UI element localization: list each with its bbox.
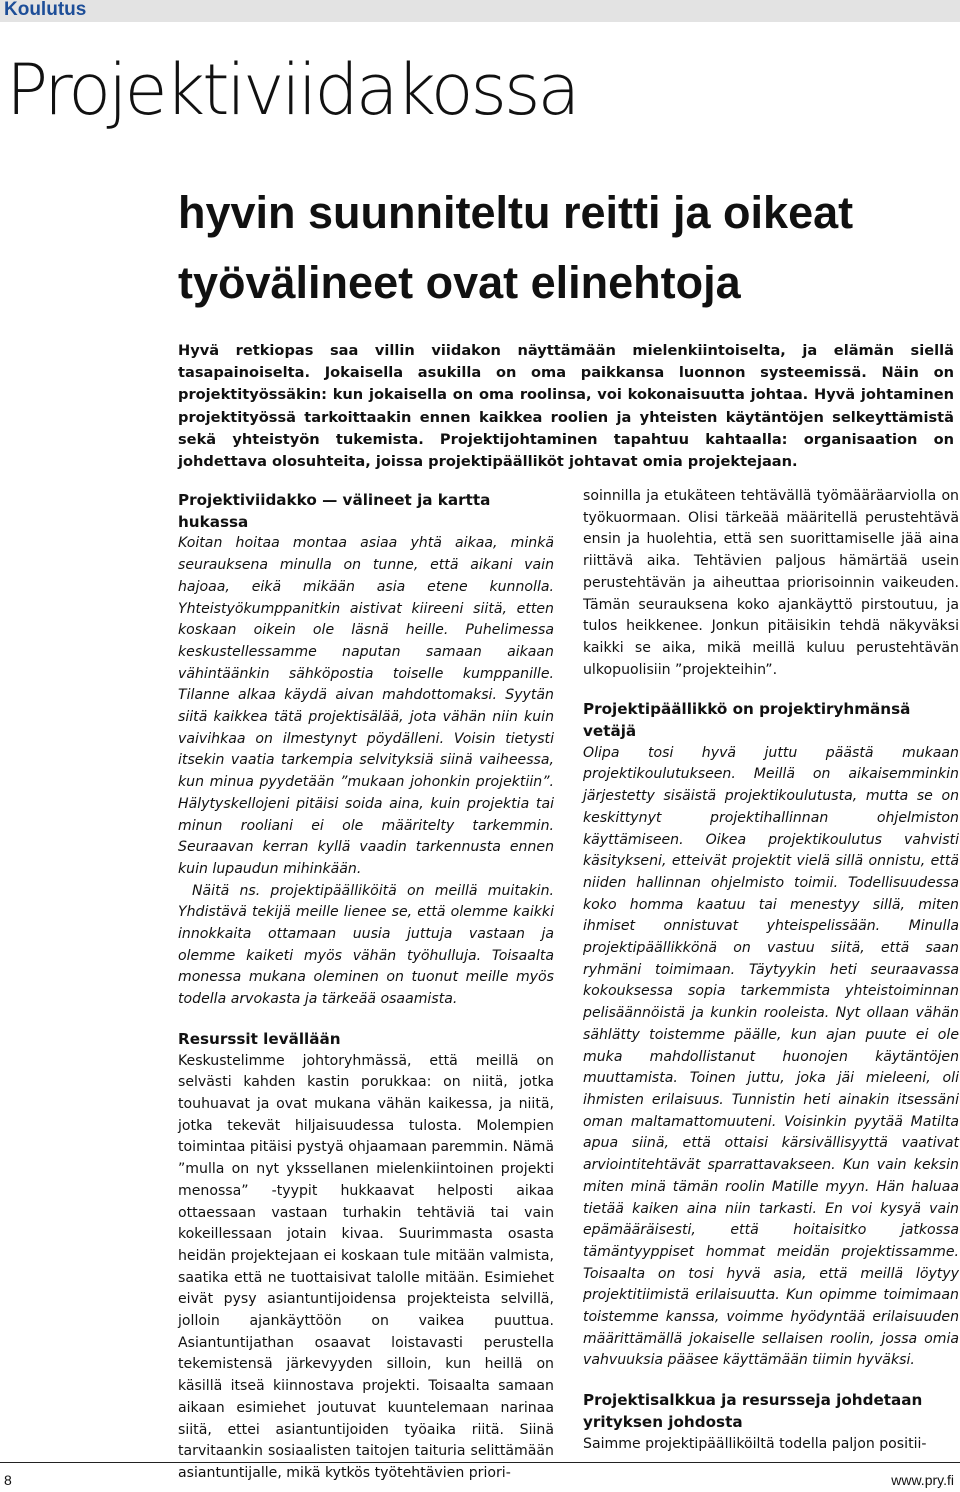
right-column bbox=[583, 486, 959, 1455]
left-paragraph-3: Keskustelimme johtoryhmässä, että meillä on selvästi kahden kastin porukkaa: on niitä, jotka touhuavat ja ovat mukana vähän kaikessa, ja niitä, jotka tekevät hiljaisuudessa tulosta. Molempien toimintaa pitäisi pystyä ohjaamaan paremmin. Nämä ”mulla on nyt ykssellanen mielenkiintoinen projekti menossa” -tyypit hukkaavat helposti aikaa ottaessaan vastaan turhakin tehtäviä tai vain kokeillessaan jotain kivaa. Suurimmasta osasta heidän projektejaan ei koskaan tule mitään valmista, saatika että ne tuottaisivat talolle mitään. Esimiehet eivät pysy asiantuntijoidensa projekteista selvillä, jolloin ajankäyttöön on vaikea puuttua. Asiantuntijathan osaavat loistavasti perustella tekemistensä järkevyyden silloin, kun heillä on käsillä itseä kiinnostava projekti. Toisaalta samaan aikaan esimiehet joutuvat kuuntelemaan narinaa siitä, ettei asiantuntijoiden työaika riitä. Siinä tarvitaankin sosiaalisten taitojen taituria selittämään asiantuntijalle, mikä kytkös työtehtävien priori- bbox=[178, 1052, 554, 1481]
footer-rule bbox=[0, 1462, 960, 1463]
section-label: Koulutus bbox=[4, 0, 87, 20]
left-paragraph-1: Koitan hoitaa montaa asiaa yhtä aikaa, minkä seurauksena minulla on tunne, että aikani vain hajoaa, eikä mikään asia etene kunnolla. Yhteistyökumppanitkin aistivat kiireeni siitä, etten koskaan oikein ole läsnä heille. Puhelimessa keskustellessamme naputan samaan aikaan vähintäänkin sähköpostia toiselle kumppanille. Tilanne alkaa käydä aivan mahdottomaksi. Syytän siitä kaikkea tätä projektisälää, jota vähän niin kuin vaivihkaa on ilmestynyt pöydälleni. Voisin tietysti itsekin vaatia tarkempia selvityksiä siinä vaiheessa, kun minua pyydetään ”mukaan johonkin projektiin”. Hälytyskellojeni pitäisi soida aina, kuin projektia tai minun rooliani ei ole määritelty tarkemmin. Seuraavan kerran kyllä vaadin tarkennusta ennen kuin lupaudun mihinkään. bbox=[178, 535, 554, 877]
right-heading-1: Projektipäällikkö on projektiryhmänsä vetäjä bbox=[583, 700, 911, 741]
article-title: Projektiviidakossa bbox=[6, 49, 578, 131]
right-paragraph-2: Olipa tosi hyvä juttu päästä mukaan projektikoulutukseen. Meillä on aikaisemminkin järjestetty sisäistä projektikoulutusta, mutta se on keskittynyt projektihallinnan ohjelmiston käyttämiseen. Oikea projektikoulutus vahvisti käsitykseni, etteivät projektit vielä sillä onnistu, että niiden hallinnan ohjelmisto toimii. Todellisuudessa koko homma kaatuu tai menestyy sillä, miten ihmiset onnistuvat yhteispelissään. Minulla projektipäällikkönä on vastuu siitä, että saan ryhmäni toimimaan. Täytyykin heti seuraavassa kokouksessa sopia tarkemmista yhteistoiminnan pelisäännöistä ja kunkin rooleista. Nyt ollaan vähän sählätty toistemme päälle, kun ajan puute ei ole muka mahdollistanut huonojen käytäntöjen muuttamista. Toinen juttu, joka jäi mieleeni, oli ihmisten erilaisuus. Tunnistin heti ainakin itsessäni oman maltamattomuuteni. Voisinkin pyytää Matilta apua siinä, että ottaisi kärsivällisyyttä vaativat arviointitehtävät sparrattavakseen. Kun vain keksin miten minä tämän roolin Matille myyn. Hän haluaa tietää kaiken aina niin tarkasti. En voi kysyä vain epämääräisesti, että hoitaisitko jatkossa tämäntyyppiset hommat meidän projektissamme. Toisaalta on tosi hyvä asia, että meillä löytyy projektitiimistä erilaisuutta. Kun opimme toimimaan toistemme kanssa, voimme hyödyntää erilaisuuden määrittämällä jokaiselle sellaisen roolin, jossa omia vahvuuksia pääsee käyttämään tiimin hyväksi. bbox=[583, 744, 959, 1369]
left-heading-2: Resurssit levällään bbox=[178, 1029, 341, 1048]
left-heading-1: Projektiviidakko — välineet ja kartta hukassa bbox=[178, 491, 491, 531]
website-link[interactable]: www.pry.fi bbox=[891, 1472, 954, 1488]
section-tag bbox=[0, 0, 960, 22]
right-heading-2: Projektisalkkua ja resursseja johdetaan yrityksen johdosta bbox=[583, 1391, 923, 1431]
right-paragraph-1: soinnilla ja etukäteen tehtävällä työmääräarviolla on työkuormaan. Olisi tärkeää määritellä perustehtävä ensin ja huolehtia, että sen suorittamiselle jää aina riittävä aika. Tehtävien paljous hämärtää usein perustehtävän ja aiheuttaa priorisoinnin vaikeuden. Tämän seurauksena koko ajankäyttö pirstoutuu, ja tulos heikkenee. Jonkun pitäisikin tehdä näkyväksi kaikki se aika, mikä meillä kuluu perustehtävän ulkopuolisiin ”projekteihin”. bbox=[583, 488, 959, 678]
right-paragraph-3: Saimme projektipäälliköiltä todella paljon positii- bbox=[583, 1435, 927, 1452]
left-paragraph-2: Näitä ns. projektipäälliköitä on meillä muitakin. Yhdistävä tekijä meille lienee se, että olemme kaikki innokkaita ottamaan uusia juttuja vastaan ja olemme kaiketi myös vähän työhulluja. Toisaalta monessa mukana oleminen on tuonut meille myös todella arvokasta ja tärkeää osaamista. bbox=[178, 882, 554, 1008]
page-number: 8 bbox=[4, 1472, 12, 1488]
article-subtitle: hyvin suunniteltu reitti ja oikeat työvälineet ovat elinehtoja bbox=[178, 187, 854, 308]
article-lead: Hyvä retkiopas saa villin viidakon näyttämään mielenkiintoiselta, ja elämän siellä tasapainoiselta. Jokaisella asukilla on oma paikkansa luonnon systeemissä. Näin on projektityössäkin: kun jokaisella on oma roolinsa, voi kokonaisuutta johtaa. Hyvä johtaminen projektityössä tarkoittaakin ennen kaikkea roolien ja yhteisten käytäntöjen selkeyttämistä sekä yhteistyön tukemista. Projektijohtaminen tapahtuu kahtaalla: organisaation on johdettava olosuhteita, joissa projektipäälliköt johtavat omia projektejaan. bbox=[178, 342, 954, 471]
left-column bbox=[178, 490, 554, 1485]
